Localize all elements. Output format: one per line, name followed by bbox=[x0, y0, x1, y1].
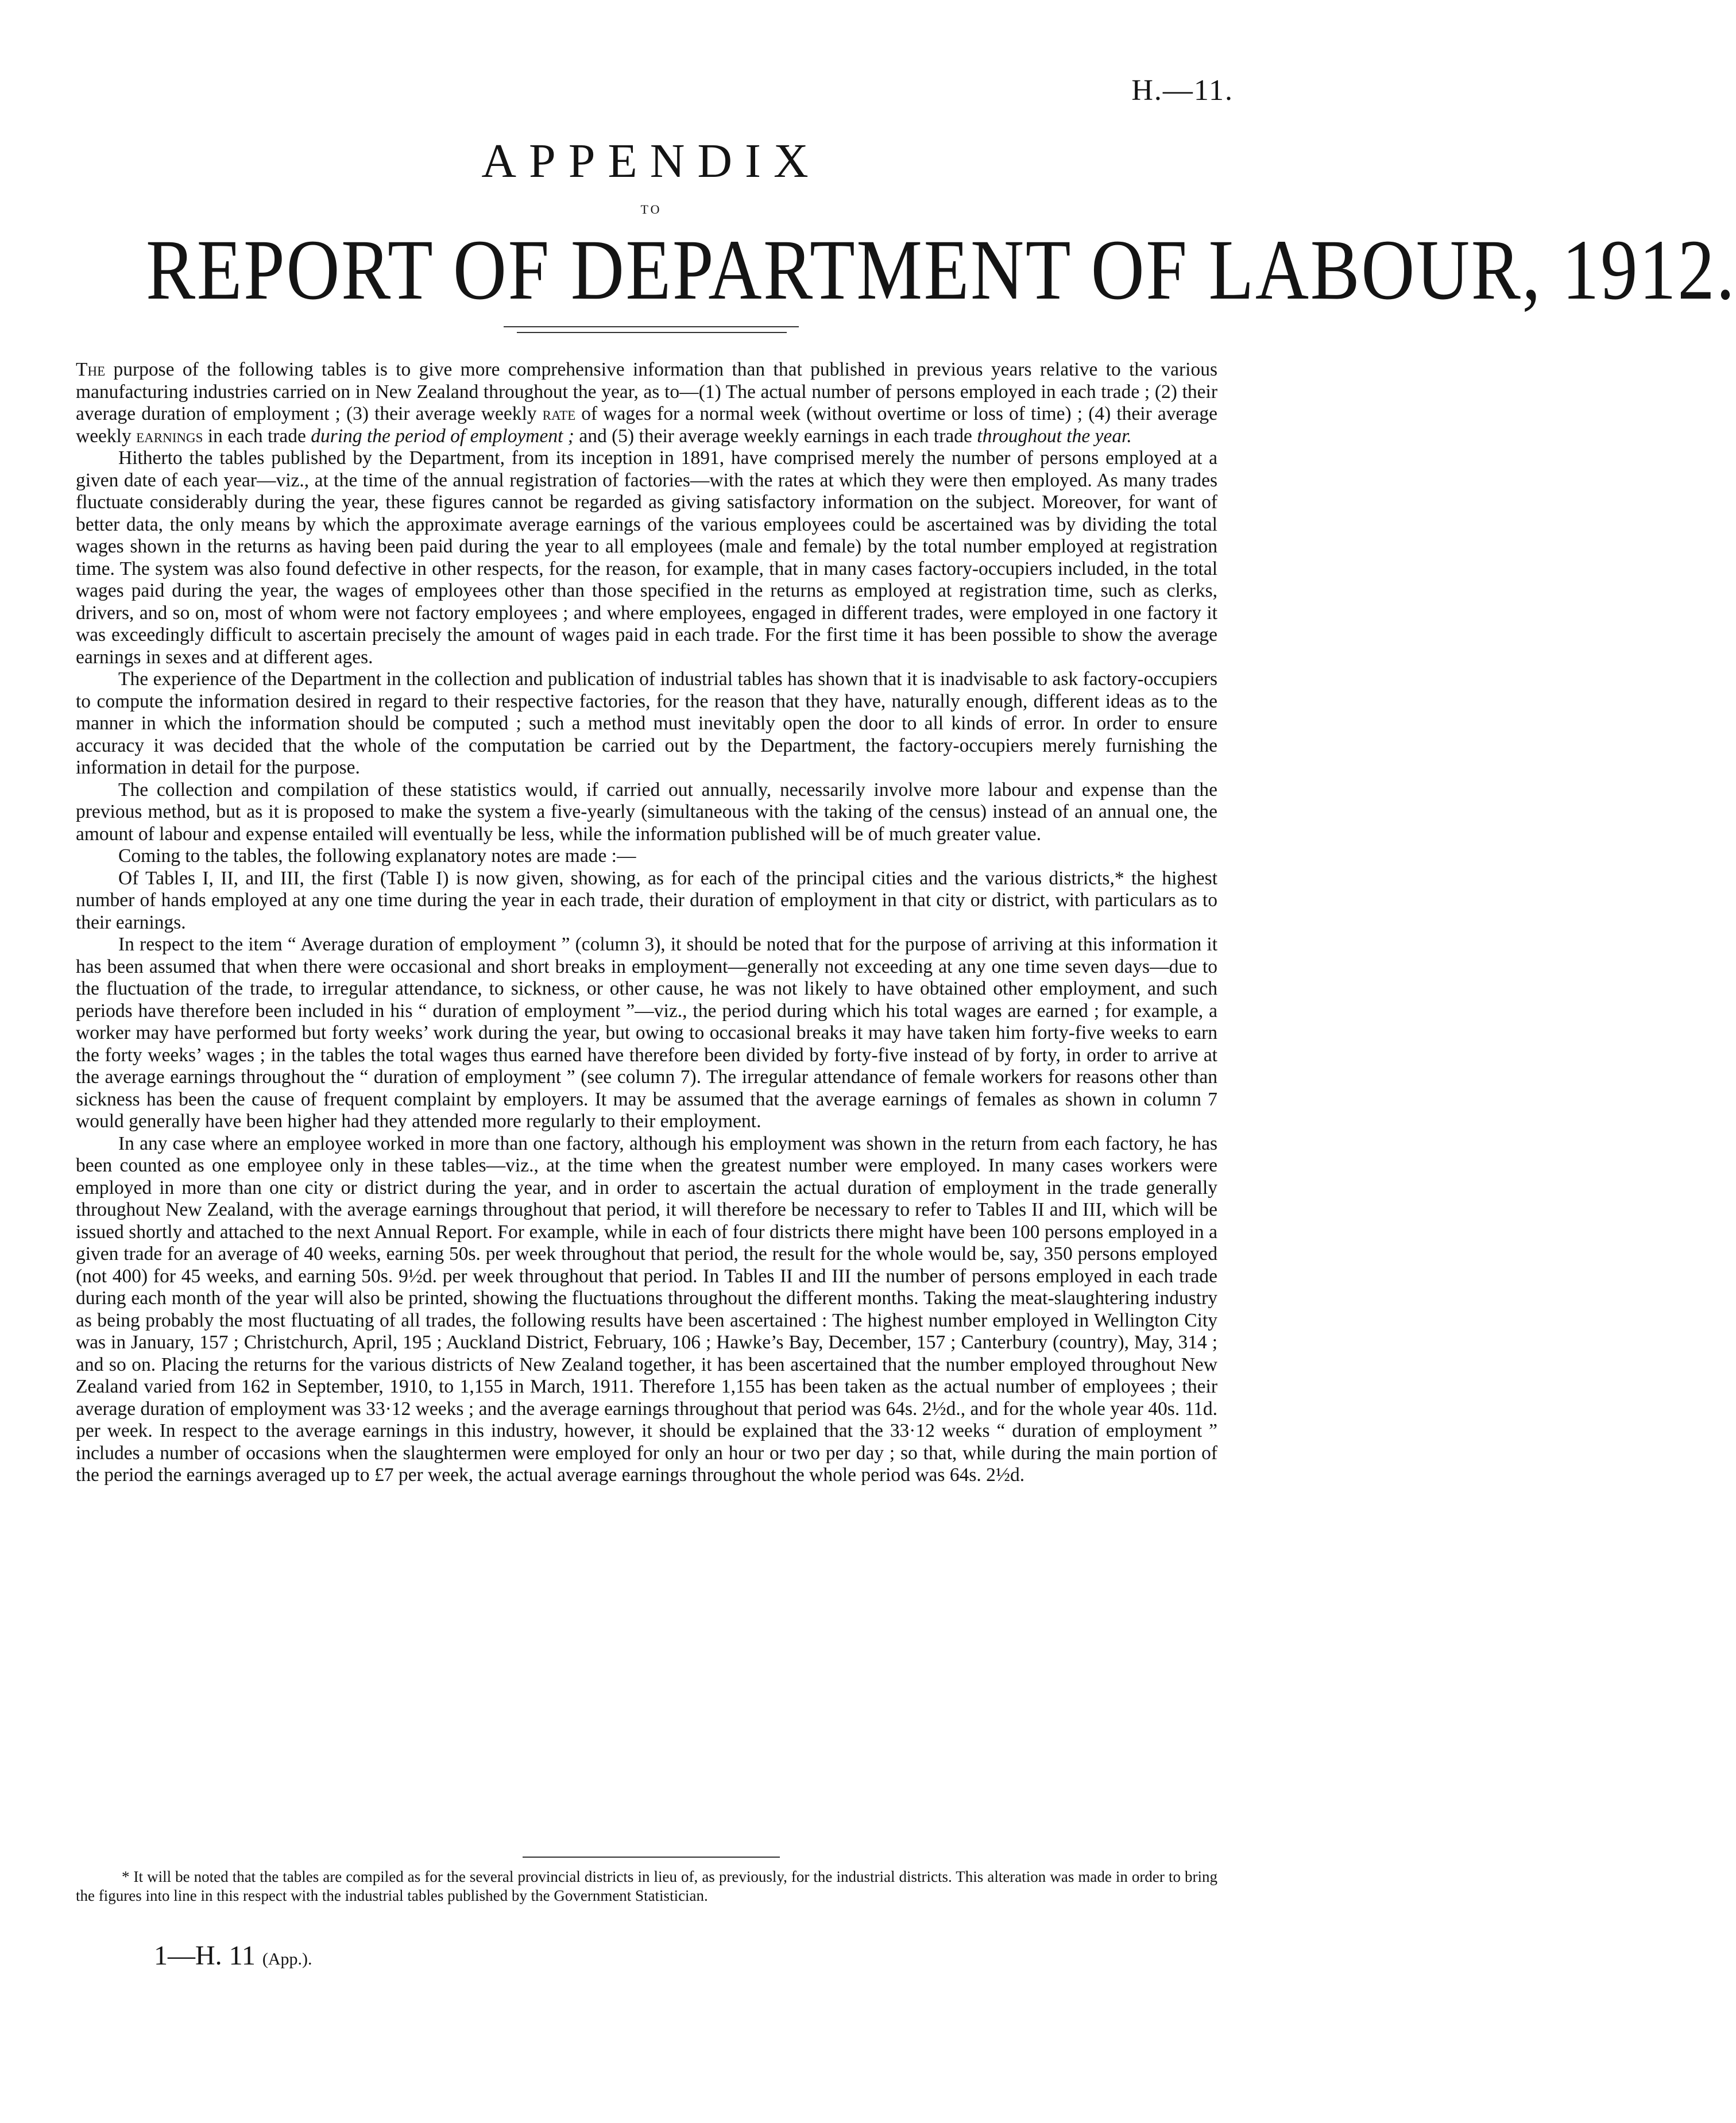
print-reference-suffix: (App.). bbox=[262, 1950, 312, 1969]
intro-text-b: of wages for a normal week (without overtime or loss of time) ; (4) their average weekly bbox=[76, 403, 1217, 447]
intro-text-a: purpose of the following tables is to give more comprehensive information than that published in previous years relative to the various manufacturing industries carried on in New Zealand throughout the year, as to—(1) The actual number of persons employed in each trade ; (2) their average duration of employment ; (3) their average weekly bbox=[76, 359, 1217, 424]
print-reference-main: 1—H. 11 bbox=[154, 1940, 256, 1971]
footnote-rule bbox=[523, 1857, 780, 1858]
footnote bbox=[76, 1867, 1217, 1905]
paragraph: In any case where an employee worked in more than one factory, although his employment was shown in the return from each factory, he has been counted as one employee only in these tables—viz., at the time when the greatest number were employed. In many cases workers were employed in more than one city or district during the year, and in order to ascertain the actual duration of employment in the trade generally throughout New Zealand, with the average earnings throughout that period, it will therefore be necessary to refer to Tables II and III, which will be issued shortly and attached to the next Annual Report. For example, while in each of four districts there might have been 100 persons employed in a given trade for an average of 40 weeks, earning 50s. per week throughout that period, the result for the whole would be, say, 350 persons employed (not 400) for 45 weeks, and earning 50s. 9½d. per week throughout that period. In Tables II and III the number of persons employed in each trade during each month of the year will also be printed, showing the fluctuations throughout the different months. Taking the meat-slaughtering industry as being probably the most fluctuating of all trades, the following results have been ascertained : The highest number employed in Wellington City was in January, 157 ; Christchurch, April, 195 ; Auckland District, February, 106 ; Hawke’s Bay, December, 157 ; Canterbury (country), May, 314 ; and so on. Placing the returns for the various districts of New Zealand together, it has been ascertained that the number employed throughout New Zealand varied from 162 in September, 1910, to 1,155 in March, 1911. Therefore 1,155 has been taken as the actual number of employees ; their average duration of employment was 33·12 weeks ; and the average earnings throughout that period was 64s. 2½d., and for the whole year 40s. 11d. per week. In respect to the average earnings in this industry, however, it should be explained that the 33·12 weeks “ duration of employment ” includes a number of occasions when the slaughtermen were employed for only an hour or two per day ; so that, while during the main portion of the period the earnings averaged up to £7 per week, the actual average earnings throughout the whole period was 64s. 2½d. bbox=[76, 1132, 1217, 1486]
print-reference bbox=[154, 1940, 312, 1971]
body-text bbox=[76, 359, 1217, 1487]
rate-term: rate bbox=[542, 403, 576, 424]
intro-lead-word: The bbox=[76, 359, 106, 380]
earnings-term: earnings bbox=[136, 425, 203, 447]
paragraph: Coming to the tables, the following explanatory notes are made :— bbox=[118, 845, 636, 867]
appendix-heading: APPENDIX bbox=[481, 134, 821, 188]
intro-text-d: and (5) their average weekly earnings in each trade bbox=[574, 425, 977, 447]
intro-text-c: in each trade bbox=[203, 425, 311, 447]
report-title: REPORT OF DEPARTMENT OF LABOUR, 1912. bbox=[146, 222, 1736, 318]
paragraph: The experience of the Department in the collection and publication of industrial tables has shown that it is inadvisable to ask factory-occupiers to compute the information desired in regard to their respective factories, for the reason that they have, naturally enough, different ideas as to the manner in which the information should be computed ; such a method must inevitably open the door to all kinds of error. In order to ensure accuracy it was decided that the whole of the computation be carried out by the Department, the factory-occupiers merely furnishing the information in detail for the purpose. bbox=[76, 668, 1217, 778]
title-rule-secondary bbox=[517, 332, 787, 333]
paragraph: In respect to the item “ Average duration of employment ” (column 3), it should be noted that for the purpose of arriving at this information it has been assumed that when there were occasional and short breaks in employment—generally not exceeding at any one time seven days—due to the fluctuation of the trade, to irregular attendance, to sickness, or other cause, he was not likely to have obtained other employment, and such periods have therefore been included in his “ duration of employment ”—viz., the period during which his total wages are earned ; for example, a worker may have performed but forty weeks’ work during the year, but owing to occasional breaks it may have taken him forty-five weeks to earn the forty weeks’ wages ; in the tables the total wages thus earned have therefore been divided by forty-five instead of by forty, in order to arrive at the average earnings throughout the “ duration of employment ” (see column 7). The irregular attendance of female workers for reasons other than sickness has been the cause of frequent complaint by employers. It may be assumed that the average earnings of females as shown in column 7 would generally have been higher had they attended more regularly to their employment. bbox=[76, 934, 1217, 1132]
to-label: TO bbox=[640, 202, 662, 216]
paragraph: The collection and compilation of these statistics would, if carried out annually, necessarily involve more labour and expense than the previous method, but as it is proposed to make the system a five-yearly (simultaneous with the taking of the census) instead of an annual one, the amount of labour and expense entailed will eventually be less, while the information published will be of much greater value. bbox=[76, 779, 1217, 845]
footnote-text: * It will be noted that the tables are compiled as for the several provincial districts in lieu of, as previously, for the industrial districts. This alteration was made in order to bring the figures into line in this respect with the industrial tables published by the Government Statistician. bbox=[76, 1868, 1217, 1904]
paragraph: Hitherto the tables published by the Department, from its inception in 1891, have comprised merely the number of persons employed at a given date of each year—viz., at the time of the annual registration of factories—with the rates at which they were then employed. As many trades fluctuate considerably during the year, these figures cannot be regarded as giving satisfactory information on the subject. Moreover, for want of better data, the only means by which the approximate average earnings of the various employees could be ascertained was by dividing the total wages shown in the returns as having been paid during the year to all employees (male and female) by the total number employed at registration time. The system was also found defective in other respects, for the reason, for example, that in many cases factory-occupiers included, in the total wages paid during the year, the wages of employees other than those specified in the returns as employed at registration time, such as clerks, drivers, and so on, most of whom were not factory employees ; and where employees, engaged in different trades, were employed in one factory it was exceedingly difficult to ascertain precisely the amount of wages paid in each trade. For the first time it has been possible to show the average earnings in sexes and at different ages. bbox=[76, 447, 1217, 668]
during-phrase: during the period of employment ; bbox=[311, 425, 574, 447]
paragraph-intro bbox=[76, 359, 1217, 447]
paragraph: Of Tables I, II, and III, the first (Table I) is now given, showing, as for each of the principal cities and the various districts,* the highest number of hands employed at any one time during the year in each trade, their duration of employment in that city or district, with particulars as to their earnings. bbox=[76, 867, 1217, 933]
title-rule bbox=[504, 326, 799, 327]
page-reference: H.—11. bbox=[1131, 74, 1234, 107]
throughout-phrase: throughout the year. bbox=[977, 425, 1132, 447]
